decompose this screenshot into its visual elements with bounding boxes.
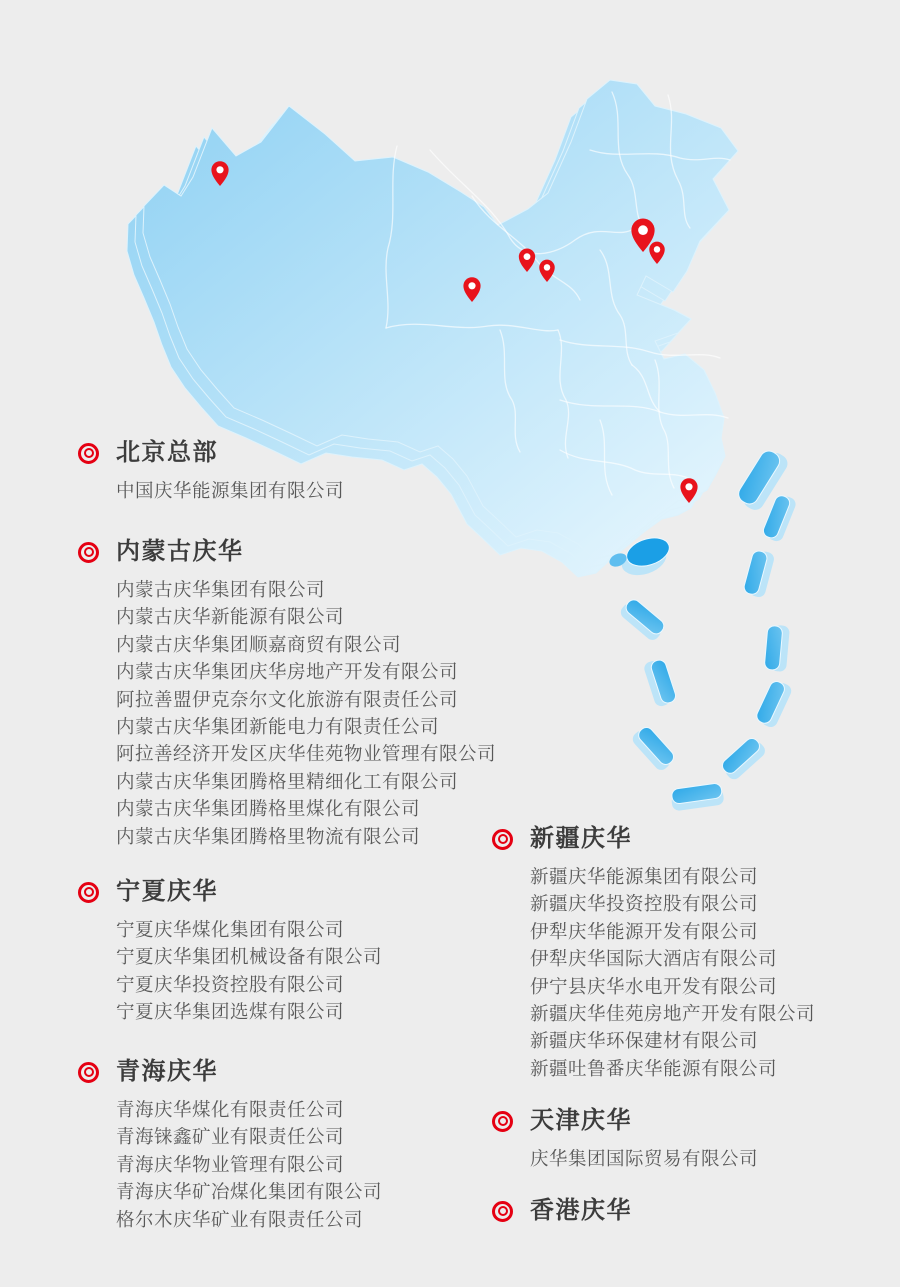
company-item: 青海铼鑫矿业有限责任公司 (116, 1126, 345, 1148)
red-ring-bullet-icon (78, 882, 99, 903)
company-item: 伊宁县庆华水电开发有限公司 (530, 975, 778, 997)
company-list (492, 863, 815, 1082)
section-header (78, 1057, 382, 1087)
section-title: 青海庆华 (116, 1058, 218, 1085)
company-list (78, 576, 496, 850)
company-item: 青海庆华煤化有限责任公司 (116, 1099, 345, 1120)
red-ring-bullet-icon (492, 1111, 513, 1132)
company-item: 内蒙古庆华集团腾格里精细化工有限公司 (116, 770, 459, 792)
section-title: 内蒙古庆华 (116, 538, 244, 565)
company-item: 新疆庆华佳苑房地产开发有限公司 (530, 1003, 816, 1025)
taiwan-island (734, 446, 797, 543)
section-beijing (78, 438, 344, 504)
section-header (78, 438, 344, 468)
section-header (492, 1196, 632, 1226)
company-item: 内蒙古庆华集团庆华房地产开发有限公司 (116, 661, 459, 683)
company-item: 内蒙古庆华集团有限公司 (116, 579, 326, 600)
section-title: 宁夏庆华 (116, 878, 218, 905)
red-ring-bullet-icon (492, 1201, 513, 1222)
section-ningxia (78, 877, 382, 1026)
company-item: 青海庆华物业管理有限公司 (116, 1153, 345, 1175)
red-ring-bullet-icon (492, 829, 513, 850)
company-item: 内蒙古庆华新能源有限公司 (116, 606, 345, 628)
company-list (78, 477, 344, 504)
company-item: 宁夏庆华煤化集团有限公司 (116, 919, 345, 940)
company-item: 格尔木庆华矿业有限责任公司 (116, 1208, 364, 1230)
company-item: 内蒙古庆华集团腾格里物流有限公司 (116, 825, 421, 847)
section-title: 新疆庆华 (530, 825, 632, 852)
section-title: 北京总部 (116, 439, 218, 466)
company-item: 新疆庆华能源集团有限公司 (530, 866, 759, 887)
red-ring-bullet-icon (78, 443, 99, 464)
section-xinjiang (492, 824, 815, 1082)
company-item: 新疆吐鲁番庆华能源有限公司 (530, 1057, 778, 1079)
company-item: 阿拉善盟伊克奈尔文化旅游有限责任公司 (116, 688, 459, 710)
section-title: 香港庆华 (530, 1197, 632, 1224)
company-item: 宁夏庆华集团选煤有限公司 (116, 1001, 345, 1023)
company-item: 宁夏庆华投资控股有限公司 (116, 973, 345, 995)
company-item: 阿拉善经济开发区庆华佳苑物业管理有限公司 (116, 743, 497, 765)
section-neimenggu (78, 537, 496, 850)
company-item: 青海庆华矿冶煤化集团有限公司 (116, 1181, 383, 1203)
company-item: 中国庆华能源集团有限公司 (116, 480, 345, 501)
company-item: 内蒙古庆华集团新能电力有限责任公司 (116, 716, 440, 738)
company-item: 伊犁庆华能源开发有限公司 (530, 920, 759, 942)
section-header (492, 824, 815, 854)
section-hongkong (492, 1196, 632, 1226)
company-list (78, 1096, 382, 1233)
company-item: 内蒙古庆华集团顺嘉商贸有限公司 (116, 633, 402, 655)
company-item: 新疆庆华投资控股有限公司 (530, 893, 759, 915)
company-item: 宁夏庆华集团机械设备有限公司 (116, 946, 383, 968)
red-ring-bullet-icon (78, 542, 99, 563)
company-item: 庆华集团国际贸易有限公司 (530, 1148, 759, 1169)
company-item: 新疆庆华环保建材有限公司 (530, 1030, 759, 1052)
nine-dash-line (618, 548, 793, 811)
section-header (78, 537, 496, 567)
red-ring-bullet-icon (78, 1062, 99, 1083)
company-item: 伊犁庆华国际大酒店有限公司 (530, 948, 778, 970)
section-header (78, 877, 382, 907)
company-item: 内蒙古庆华集团腾格里煤化有限公司 (116, 798, 421, 820)
section-title: 天津庆华 (530, 1107, 632, 1134)
section-tianjin (492, 1106, 758, 1172)
section-header (492, 1106, 758, 1136)
company-list (492, 1145, 758, 1172)
section-qinghai (78, 1057, 382, 1233)
company-list (78, 916, 382, 1026)
